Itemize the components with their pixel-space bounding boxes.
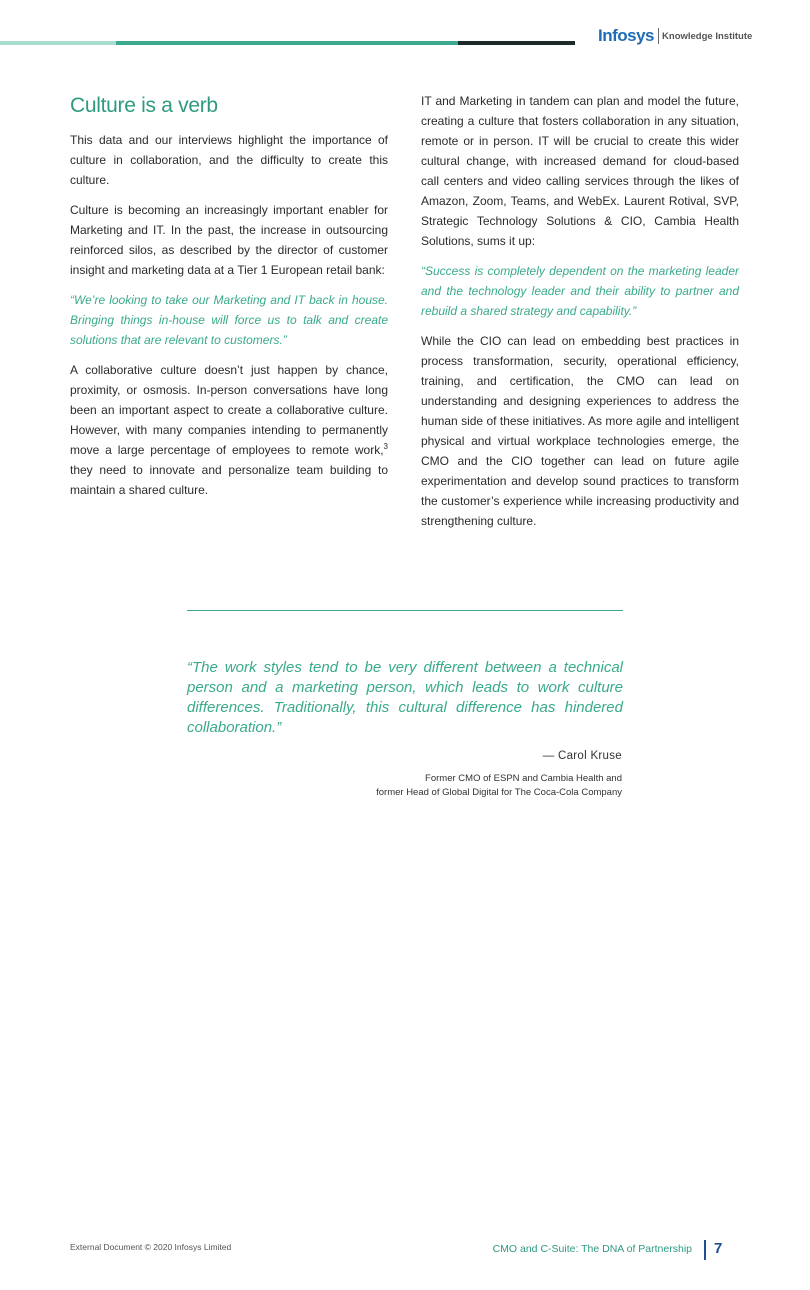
left-paragraph-1: This data and our interviews highlight the importance of culture in collaboration, and the difficulty to create this culture.	[70, 133, 388, 187]
left-paragraph-3-tail: they need to innovate and personalize team building to maintain a shared culture.	[70, 463, 388, 497]
footnote-ref: 3	[383, 442, 388, 451]
header-accent-bar-light	[0, 41, 116, 45]
header-accent-bar-teal	[116, 41, 458, 45]
left-column	[70, 92, 388, 510]
pull-quote: “The work styles tend to be very different between a technical person and a marketing person, which leads to work culture differences. Traditionally, this cultural difference has hindered collaboration.”	[187, 659, 623, 736]
footer-publication-title: CMO and C-Suite: The DNA of Partnership	[492, 1243, 692, 1255]
header-accent-bar-dark	[458, 41, 575, 45]
footer-copyright: External Document © 2020 Infosys Limited	[70, 1242, 232, 1252]
left-paragraph-2: Culture is becoming an increasingly important enabler for Marketing and IT. In the past, the increase in outsourcing reinforced silos, as described by the director of customer insight and marketing data at a Tier 1 European retail bank:	[70, 203, 388, 277]
left-paragraph-3	[70, 360, 388, 500]
attribution-role-line-2: former Head of Global Digital for The Coca-Cola Company	[376, 787, 622, 798]
pull-quote-attribution: — Carol Kruse	[542, 750, 622, 762]
attribution-role-line-1: Former CMO of ESPN and Cambia Health and	[425, 773, 622, 784]
page-number: 7	[714, 1240, 723, 1257]
infosys-logo	[598, 25, 752, 47]
right-column	[421, 91, 739, 541]
section-heading: Culture is a verb	[70, 94, 218, 117]
logo-subtitle: Knowledge Institute	[662, 30, 753, 42]
logo-mark: Infosys	[598, 26, 655, 45]
right-paragraph-1: IT and Marketing in tandem can plan and model the future, creating a culture that fosters collaboration in any situation, remote or in person. IT will be crucial to create this wider cultural change, with increased demand for cloud-based call centers and video calling services through the likes of Amazon, Zoom, Teams, and WebEx. Laurent Rotival, SVP, Strategic Technology Solutions & CIO, Cambia Health Solutions, sums it up:	[421, 94, 739, 248]
right-quote: “Success is completely dependent on the marketing leader and the technology leader and their ability to partner and rebuild a shared strategy and capability.”	[421, 264, 739, 318]
left-quote: “We’re looking to take our Marketing and IT back in house. Bringing things in-house will force us to talk and create solutions that are relevant to customers.”	[70, 293, 388, 347]
logo-divider	[658, 28, 659, 44]
right-paragraph-2: While the CIO can lead on embedding best practices in process transformation, security, operational efficiency, training, and certification, the CMO can lead on understanding and designing experiences to address the human side of these initiatives. As more agile and intelligent physical and virtual workplace technologies emerge, the CMO and the CIO together can lead on future agile experimentation and develop sound practices to transform the customer’s experience while increasing productivity and strengthening culture.	[421, 334, 739, 528]
pull-quote-divider	[187, 610, 623, 611]
footer-divider	[704, 1240, 706, 1260]
attribution-role	[376, 772, 622, 800]
left-paragraph-3-text: A collaborative culture doesn’t just happen by chance, proximity, or osmosis. In-person conversations have long been an important aspect to create a collaborative culture. However, with many companies intending to permanently move a large percentage of employees to remote work,	[70, 363, 388, 457]
